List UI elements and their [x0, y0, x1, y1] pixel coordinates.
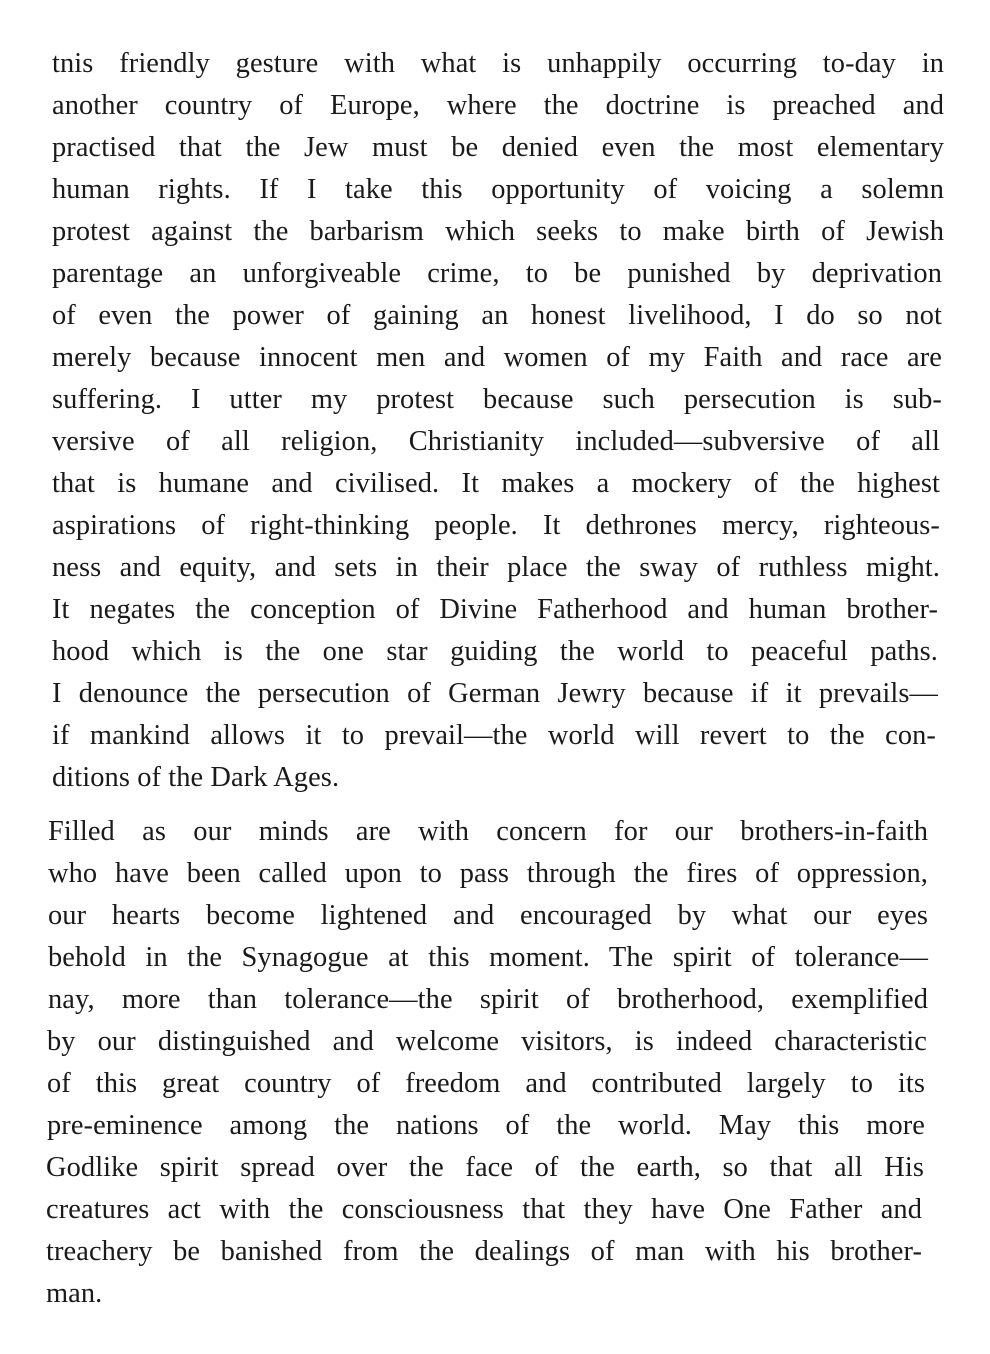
- text-line: practised that the Jew must be denied even the most elementary: [52, 132, 944, 163]
- text-line: suffering. I utter my protest because such persecution is sub-: [52, 384, 942, 415]
- text-line: that is humane and civilised. It makes a mockery of the highest: [52, 468, 940, 499]
- text-line: merely because innocent men and women of my Faith and race are: [52, 342, 942, 373]
- text-line: human rights. If I take this opportunity of voicing a solemn: [52, 174, 944, 205]
- text-line: I denounce the persecution of German Jewry because if it prevails—: [52, 678, 938, 709]
- text-line: ditions of the Dark Ages.: [52, 762, 340, 793]
- text-line: parentage an unforgiveable crime, to be punished by deprivation: [52, 258, 942, 289]
- text-line: It negates the conception of Divine Fatherhood and human brother-: [52, 594, 938, 625]
- text-line: nay, more than tolerance—the spirit of brotherhood, exemplified: [48, 984, 928, 1015]
- text-line: tnis friendly gesture with what is unhappily occurring to-day in: [52, 48, 944, 79]
- text-line: our hearts become lightened and encouraged by what our eyes: [48, 900, 928, 931]
- text-line: of this great country of freedom and contributed largely to its: [47, 1068, 925, 1099]
- text-line: by our distinguished and welcome visitors, is indeed characteristic: [47, 1026, 927, 1057]
- text-line: who have been called upon to pass through the fires of oppression,: [48, 858, 928, 889]
- text-line: Godlike spirit spread over the face of the earth, so that all His: [46, 1152, 924, 1183]
- text-line: aspirations of right-thinking people. It dethrones mercy, righteous-: [52, 510, 940, 541]
- text-line: hood which is the one star guiding the world to peaceful paths.: [52, 636, 938, 667]
- text-line: if mankind allows it to prevail—the world will revert to the con-: [52, 720, 936, 751]
- text-line: ness and equity, and sets in their place the sway of ruthless might.: [52, 552, 940, 583]
- text-line: Filled as our minds are with concern for our brothers-in-faith: [48, 816, 928, 847]
- text-line: versive of all religion, Christianity included—subversive of all: [52, 426, 940, 457]
- text-line: behold in the Synagogue at this moment. The spirit of tolerance—: [48, 942, 928, 973]
- text-line: of even the power of gaining an honest livelihood, I do so not: [52, 300, 942, 331]
- text-line: pre-eminence among the nations of the world. May this more: [47, 1110, 925, 1141]
- text-line: protest against the barbarism which seeks to make birth of Jewish: [52, 216, 944, 247]
- text-line: treachery be banished from the dealings of man with his brother-: [46, 1236, 922, 1267]
- text-line: another country of Europe, where the doctrine is preached and: [52, 90, 944, 121]
- text-line: creatures act with the consciousness that they have One Father and: [46, 1194, 922, 1225]
- text-line: man.: [46, 1278, 103, 1309]
